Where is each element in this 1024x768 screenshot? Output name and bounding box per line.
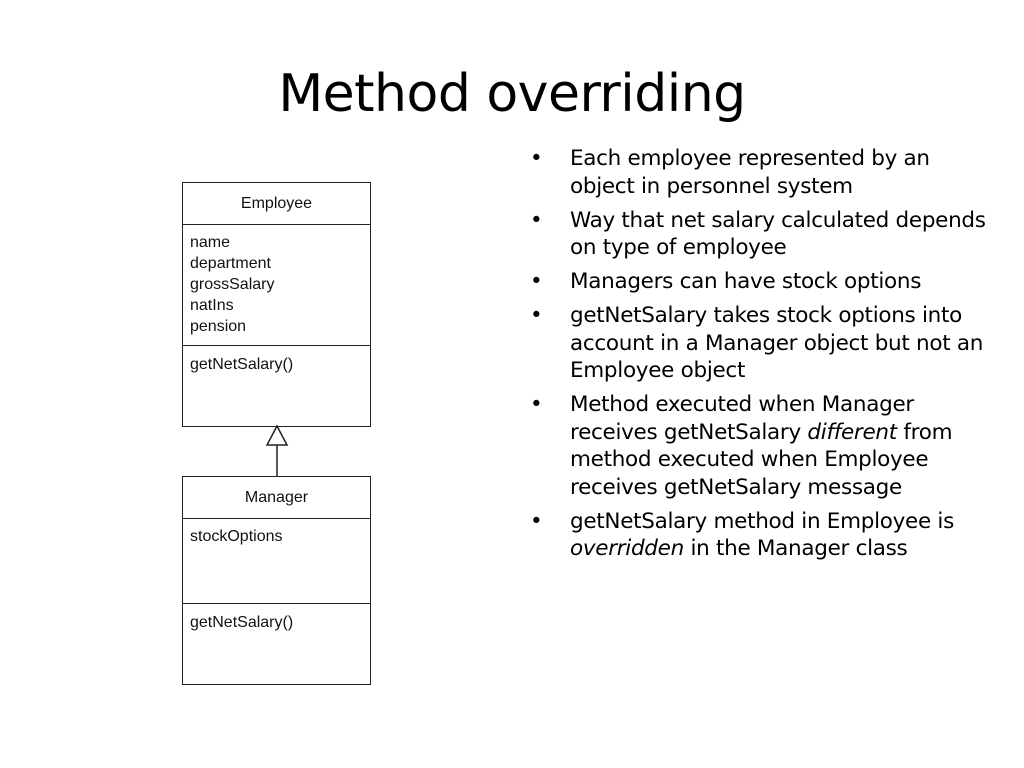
operation-section	[183, 346, 370, 375]
bullet-text: getNetSalary takes stock options into account in a Manager object but not an Employee object	[570, 303, 984, 383]
bullet-text-before: Method executed when Manager receives getNetSalary	[570, 392, 914, 445]
attribute-gross-salary: grossSalary	[190, 276, 275, 293]
bullet-item	[528, 268, 988, 296]
bullet-text-after: from method executed when Employee receives getNetSalary message	[570, 419, 953, 500]
bullet-item	[528, 145, 988, 200]
class-name: Manager	[244, 488, 309, 506]
employee-class-box	[182, 182, 371, 427]
bullet-text: Each employee represented by an object in personnel system	[570, 146, 930, 199]
class-name: Employee	[240, 194, 313, 212]
generalization-arrow	[262, 424, 292, 478]
bullet-item	[528, 302, 988, 385]
bullet-item	[528, 207, 988, 262]
operation-section	[183, 604, 370, 633]
attribute-section	[183, 519, 370, 604]
bullet-text: Managers can have stock options	[570, 269, 922, 294]
emphasis-text: different	[807, 419, 897, 445]
class-name-section	[183, 183, 370, 225]
bullet-list	[528, 145, 988, 569]
attribute-section	[183, 225, 370, 346]
emphasis-text: overridden	[570, 536, 684, 561]
attribute-nat-ins: natIns	[190, 297, 234, 314]
manager-class-box	[182, 476, 371, 685]
attribute-stock-options: stockOptions	[190, 528, 283, 545]
bullet-text-after: in the Manager class	[683, 536, 908, 561]
bullet-text: Way that net salary calculated depends on type of employee	[570, 207, 986, 260]
bullet-item	[528, 391, 988, 501]
attribute-department: department	[190, 255, 271, 272]
attribute-pension: pension	[190, 318, 247, 335]
bullet-marker: •	[530, 207, 543, 233]
bullet-marker: •	[530, 508, 543, 534]
attribute-name: name	[190, 234, 231, 251]
bullet-text-before: getNetSalary method in Employee is	[570, 508, 955, 534]
bullet-text	[570, 509, 954, 562]
bullet-marker: •	[530, 392, 543, 417]
bullet-text	[570, 392, 952, 500]
bullet-item	[528, 508, 988, 563]
bullet-marker: •	[530, 269, 543, 294]
class-name-section	[183, 477, 370, 519]
slide-title: Method overriding	[278, 64, 746, 124]
bullet-marker: •	[530, 146, 543, 171]
hollow-triangle-arrowhead	[267, 426, 287, 445]
operation-get-net-salary: getNetSalary()	[190, 614, 294, 631]
operation-get-net-salary: getNetSalary()	[190, 356, 294, 373]
bullet-marker: •	[530, 303, 543, 328]
